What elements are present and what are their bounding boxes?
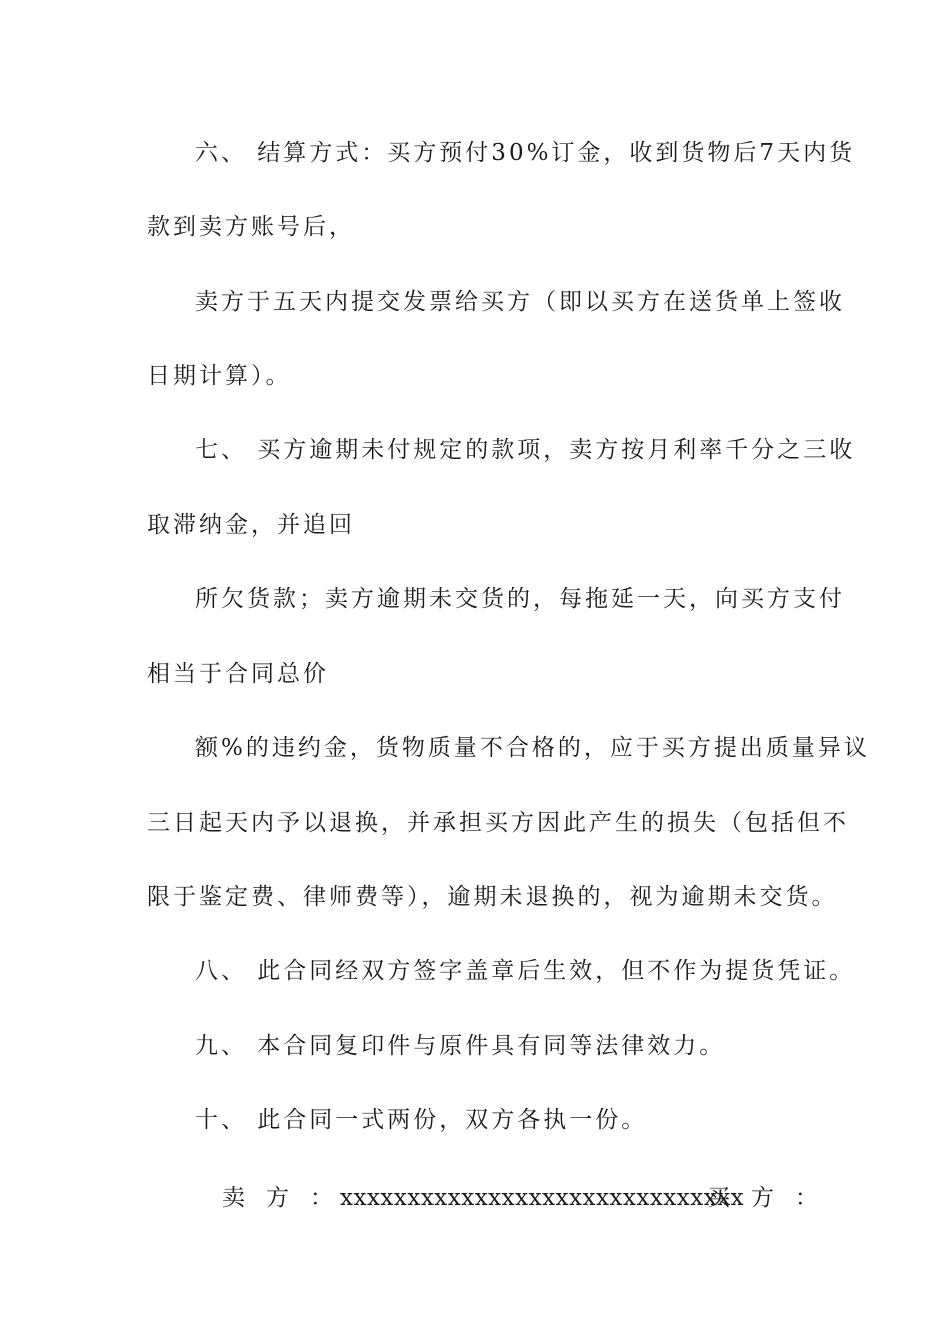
clause-6-line-3: 卖方于五天内提交发票给买方（即以买方在送货单上签收 xyxy=(195,289,845,315)
clause-9: 九、 本合同复印件与原件具有同等法律效力。 xyxy=(195,1033,726,1059)
clause-7-line-7: 限于鉴定费、律师费等），逾期未退换的，视为逾期未交货。 xyxy=(147,884,838,910)
clause-7-line-5: 额%的违约金，货物质量不合格的，应于买方提出质量异议 xyxy=(195,735,870,761)
clause-7-line-6: 三日起天内予以退换，并承担买方因此产生的损失（包括但不 xyxy=(147,810,849,836)
clause-6-line-4: 日期计算）。 xyxy=(147,363,292,389)
clause-7-line-2: 取滞纳金，并追回 xyxy=(147,512,355,538)
clause-7-line-4: 相当于合同总价 xyxy=(147,661,329,687)
clause-6-line-2: 款到卖方账号后， xyxy=(147,214,355,240)
buyer-label: 买方： xyxy=(707,1185,839,1211)
clause-7-line-3: 所欠货款；卖方逾期未交货的，每拖延一天，向买方支付 xyxy=(195,586,845,612)
clause-8: 八、 此合同经双方签字盖章后生效，但不作为提货凭证。 xyxy=(195,958,856,984)
seller-value: xxxxxxxxxxxxxxxxxxxxxxxxxxxxxx xyxy=(340,1185,745,1211)
clause-7-line-1: 七、 买方逾期未付规定的款项，卖方按月利率千分之三收 xyxy=(195,437,856,463)
clause-10: 十、 此合同一式两份，双方各执一份。 xyxy=(195,1107,648,1133)
clause-6-line-1: 六、 结算方式：买方预付30%订金，收到货物后7天内货 xyxy=(195,140,856,166)
seller-label: 卖方： xyxy=(222,1185,354,1211)
